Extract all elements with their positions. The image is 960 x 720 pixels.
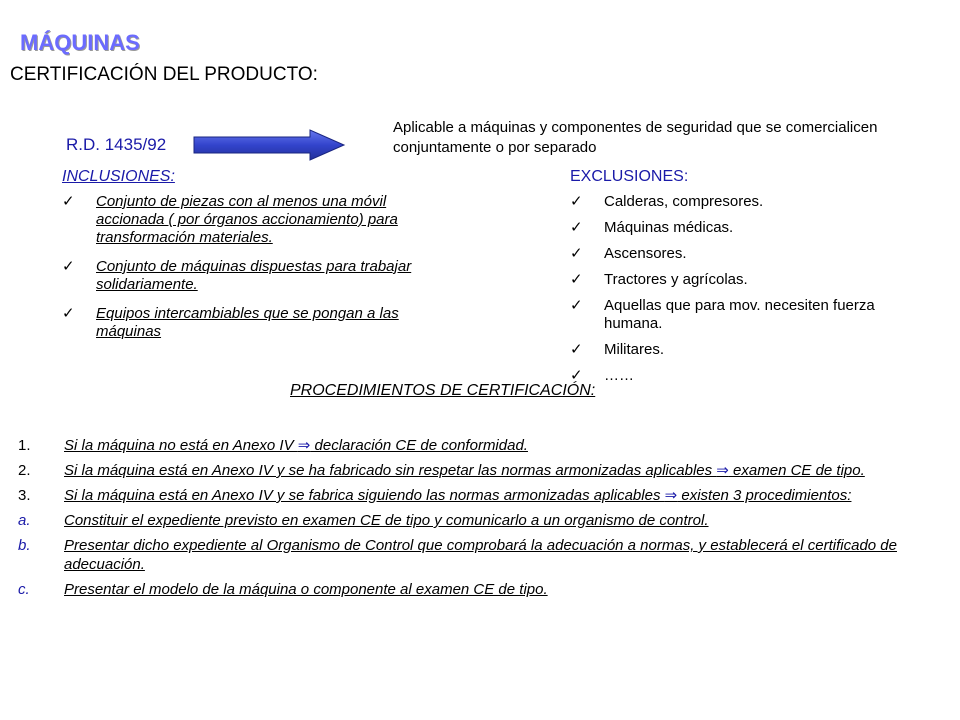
list-item: ✓ …… <box>570 367 634 384</box>
checkmark-icon: ✓ <box>570 245 583 262</box>
implies-arrow-icon: ⇒ <box>297 437 311 454</box>
inclusions-heading: INCLUSIONES: <box>62 168 175 185</box>
item-letter: a. <box>18 512 31 529</box>
implies-arrow-icon: ⇒ <box>664 487 678 504</box>
exclusions-heading: EXCLUSIONES: <box>570 168 689 185</box>
regulation-label: R.D. 1435/92 <box>66 135 167 154</box>
item-letter: c. <box>18 581 30 598</box>
exclusions-list <box>570 193 910 393</box>
implies-arrow-icon: ⇒ <box>716 462 729 479</box>
procedure-item: 3. Si la máquina está en Anexo IV y se fabrica siguiendo las normas armonizadas aplicables ⇒ existen 3 procedimientos: <box>18 487 852 504</box>
list-item: ✓ Conjunto de máquinas dispuestas para trabajar solidariamente. <box>62 258 412 293</box>
inclusions-list <box>62 193 432 352</box>
applicability-text: Aplicable a máquinas y componentes de seguridad que se comercialicen conjuntamente o por separado <box>393 119 878 156</box>
procedure-item: 2. Si la máquina está en Anexo IV y se ha fabricado sin respetar las normas armonizadas aplicables ⇒ examen CE de tipo. <box>18 462 865 479</box>
checkmark-icon: ✓ <box>62 305 75 322</box>
list-item: ✓ Aquellas que para mov. necesiten fuerza humana. <box>570 297 875 332</box>
checkmark-icon: ✓ <box>570 271 583 288</box>
checkmark-icon: ✓ <box>570 193 583 210</box>
list-item: ✓ Tractores y agrícolas. <box>570 271 748 288</box>
checkmark-icon: ✓ <box>570 219 583 236</box>
item-number: 2. <box>18 462 31 479</box>
procedures-heading: PROCEDIMIENTOS DE CERTIFICACIÓN: <box>290 382 596 399</box>
page-title: MÁQUINAS <box>20 30 140 55</box>
list-item: ✓ Máquinas médicas. <box>570 219 734 236</box>
list-item: ✓ Ascensores. <box>570 245 687 262</box>
checkmark-icon: ✓ <box>570 297 583 314</box>
item-number: 1. <box>18 437 31 454</box>
checkmark-icon: ✓ <box>62 193 75 210</box>
checkmark-icon: ✓ <box>62 258 75 275</box>
procedure-item: b. Presentar dicho expediente al Organismo de Control que comprobará la adecuación a normas, y establecerá el certificado de adecuación. <box>18 537 897 573</box>
list-item: ✓ Militares. <box>570 341 665 358</box>
item-letter: b. <box>18 537 31 554</box>
procedure-item: c. Presentar el modelo de la máquina o componente al examen CE de tipo. <box>18 581 548 598</box>
list-item: ✓ Equipos intercambiables que se pongan a las máquinas <box>62 305 399 340</box>
procedures-list <box>18 436 928 605</box>
checkmark-icon: ✓ <box>570 367 583 384</box>
procedure-item: 1. Si la máquina no está en Anexo IV ⇒ declaración CE de conformidad. <box>18 437 528 454</box>
list-item: ✓ Conjunto de piezas con al menos una móvil accionada ( por órganos accionamiento) para transformación materiales. <box>62 193 398 246</box>
right-arrow-icon <box>192 128 347 162</box>
procedure-item: a. Constituir el expediente previsto en examen CE de tipo y comunicarlo a un organismo de control. <box>18 512 709 529</box>
list-item: ✓ Calderas, compresores. <box>570 193 764 210</box>
item-number: 3. <box>18 487 31 504</box>
section-subtitle: CERTIFICACIÓN DEL PRODUCTO: <box>10 64 318 85</box>
checkmark-icon: ✓ <box>570 341 583 358</box>
